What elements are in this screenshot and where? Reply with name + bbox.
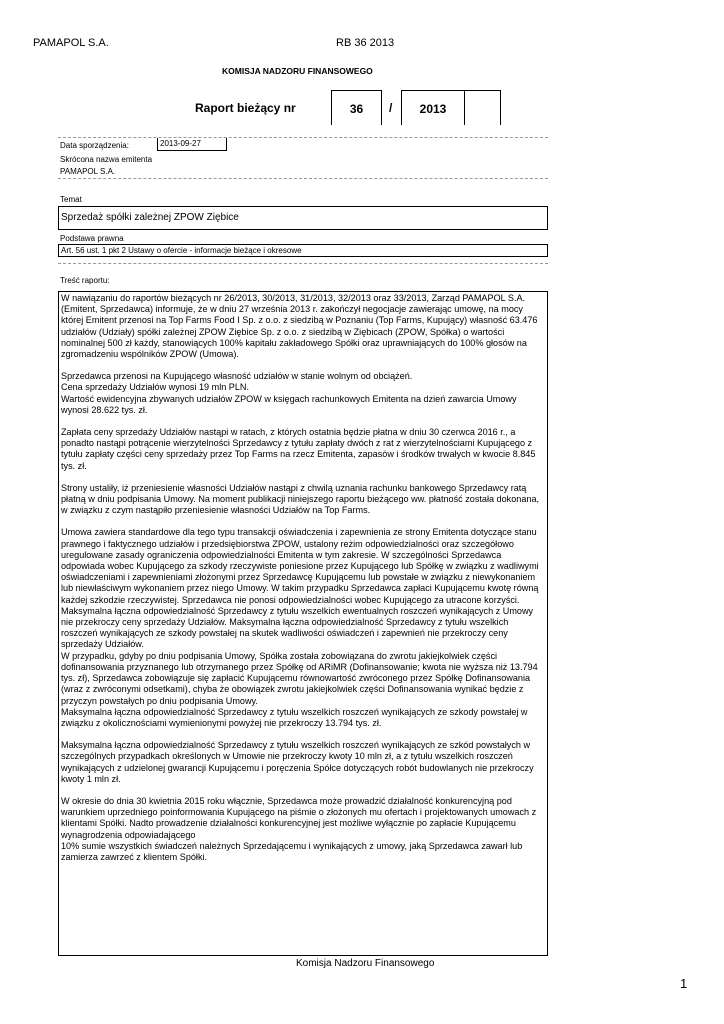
paragraph: Zapłata ceny sprzedaży Udziałów nastąpi w ratach, z których ostatnia będzie płatna w dniu 30 czerwca 2016 r., a ponadto nastąpi potrącenie wierzytelności Sprzedawcy z tytułu zapłaty dwóch z rat z wierzytelnościami Kupującego z tytułu zapłaty części ceny sprzedaży przez Top Farms na rzecz Emitenta, zapasów i środków trwałych w kwocie 8.845 tys. zł. <box>61 427 536 471</box>
paragraph: Cena sprzedaży Udziałów wynosi 19 mln PLN. <box>61 382 250 393</box>
legal-basis-label: Podstawa prawna <box>60 234 124 243</box>
divider <box>58 178 548 179</box>
legal-basis-field: Art. 56 ust. 1 pkt 2 Ustawy o ofercie - informacje bieżące i okresowe <box>58 244 548 257</box>
report-number-box <box>331 90 382 125</box>
report-year: 2013 <box>419 102 447 116</box>
paragraph: 10% sumie wszystkich świadczeń należnych Sprzedającemu i wynikających z umowy, jaką Sprzedawca zawarł lub zamierza zawrzeć z klientem Spółki. <box>61 840 523 862</box>
subject-field: Sprzedaż spółki zależnej ZPOW Ziębice <box>58 206 548 230</box>
paragraph: Sprzedawca przenosi na Kupującego własność udziałów w stanie wolnym od obciążeń. <box>61 371 413 382</box>
paragraph: W przypadku, gdyby po dniu podpisania Umowy, Spółka została zobowiązana do zwrotu jakiejkolwiek części dofinansowania przyznanego lub otrzymanego przez Spółkę od ARiMR (Dofinansowanie; kwota nie wyższa niż 13.794 tys. zł), Sprzedawca zobowiązuje się zapłacić Kupującemu równowartość zwróconego przez Spółkę Dofinansowania (wraz z zwróconymi odsetkami), chyba że obowiązek zwrotu jakiejkolwiek części Dofinansowania wynikać będzie z przyczyn powstałych po dniu podpisania Umowy. <box>61 650 538 706</box>
report-number: 36 <box>349 102 364 116</box>
divider <box>58 137 548 138</box>
company-header: PAMAPOL S.A. <box>33 37 109 49</box>
issuer-short-value: PAMAPOL S.A. <box>60 167 116 176</box>
date-field: 2013-09-27 <box>157 138 227 151</box>
paragraph: Strony ustaliły, iż przeniesienie własności Udziałów nastąpi z chwilą uznania rachunku bankowego Sprzedawcy ratą płatną w dniu podpisania Umowy. Na moment publikacji niniejszego raportu bieżącego ww. płatność została dokonana, w związku z czym nastąpiło przeniesienie własności Udziałów na Top Farms. <box>61 482 540 516</box>
report-number-separator: / <box>389 101 393 115</box>
report-extra-box <box>464 90 501 125</box>
paragraph: W nawiązaniu do raportów bieżących nr 26/2013, 30/2013, 31/2013, 32/2013 oraz 33/2013, Zarząd PAMAPOL S.A. (Emitent, Sprzedawca) informuje, że w dniu 27 września 2013 r. zakończył negocjacje zawierając umowę, na mocy której Emitent przenosi na Top Farms Food I Sp. z o.o. z siedzibą w Poznaniu (Top Farms, Kupujący) własność 63.476 udziałów (Udziały) spółki zależnej ZPOW Ziębice Sp. z o.o. z siedzibą w Ziębicach (ZPOW, Spółka) o wartości nominalnej 500 zł każdy, stanowiących 100% kapitału zakładowego Spółki oraz uprawniających do 100% głosów na zgromadzeniu wspólników ZPOW (Umowa). <box>61 293 538 360</box>
paragraph: Maksymalna łączna odpowiedzialność Sprzedawcy z tytułu wszelkich roszczeń wynikających ze szkód powstałych w szczególnych przypadkach określonych w Umowie nie przekroczy kwoty 10 mln zł, a z tytułu wszelkich roszczeń wynikających z udzielonej gwarancji Kupującemu i poręczenia Spółce dotyczących robót budowlanych nie przekroczy kwoty 1 mln zł. <box>61 740 534 784</box>
report-content <box>58 291 548 956</box>
footer-authority: Komisja Nadzoru Finansowego <box>296 958 435 969</box>
paragraph: Maksymalna łączna odpowiedzialność Sprzedawcy z tytułu wszelkich roszczeń wynikających ze szkody powstałej w związku z okolicznościami wymienionymi powyżej nie przekroczy 13.794 tys. zł. <box>61 706 528 728</box>
paragraph: W okresie do dnia 30 kwietnia 2015 roku włącznie, Sprzedawca może prowadzić działalność konkurencyjną pod warunkiem uprzedniego poinformowania Kupującego na piśmie o złożonych mu ofertach i projektowanych umowach z klientami Spółki. Nadto prowadzenie działalności konkurencyjnej jest możliwe wyłącznie po zapłacie Kupującemu wynagrodzenia odpowiadającego <box>61 795 537 840</box>
report-code: RB 36 2013 <box>336 37 395 49</box>
authority-title: KOMISJA NADZORU FINANSOWEGO <box>222 66 373 76</box>
paragraph: Wartość ewidencyjna zbywanych udziałów ZPOW w księgach rachunkowych Emitenta na dzień zawarcia Umowy wynosi 28.622 tys. zł. <box>61 393 517 415</box>
content-label: Treść raportu: <box>60 276 110 285</box>
issuer-short-label: Skrócona nazwa emitenta <box>60 155 153 164</box>
report-year-box <box>401 90 465 125</box>
date-label: Data sporządzenia: <box>60 141 129 150</box>
report-title-label: Raport bieżący nr <box>195 101 296 115</box>
page-number: 1 <box>680 976 688 991</box>
subject-label: Temat <box>60 195 82 204</box>
divider <box>58 263 548 264</box>
paragraph: Umowa zawiera standardowe dla tego typu transakcji oświadczenia i zapewnienia ze strony Emitenta dotyczące stanu prawnego i faktycznego udziałów i przedsiębiorstwa ZPOW, ustalony reżim odpowiedzialności oraz szczegółowo uregulowane zasady ograniczenia odpowiedzialności Emitenta w tym zakresie. W szczególności Sprzedawca odpowiada wobec Kupującego za szkody rzeczywiste poniesione przez Kupującego lub Spółkę w związku z wadliwymi oświadczeniami i zapewnieniami złożonymi przez Sprzedawcę Kupującemu lub powstałe w związku z niewykonaniem lub niewłaściwym wykonaniem przez niego Umowy. W takim przypadku Sprzedawca zapłaci Kupującemu kwotę równą każdej szkodzie rzeczywistej. Sprzedawca nie ponosi odpowiedzialności wobec Kupującego za utracone korzyści. <box>61 527 539 605</box>
paragraph: Maksymalna łączna odpowiedzialność Sprzedawcy z tytułu wszelkich ewentualnych roszczeń wynikających z Umowy nie przekroczy ceny sprzedaży Udziałów. Maksymalna łączna odpowiedzialność Sprzedawcy z tytułu wszelkich roszczeń wynikających ze szkody powstałej na skutek wadliwości oświadczeń i zapewnień nie przekroczy ceny sprzedaży Udziałów. <box>61 605 534 650</box>
